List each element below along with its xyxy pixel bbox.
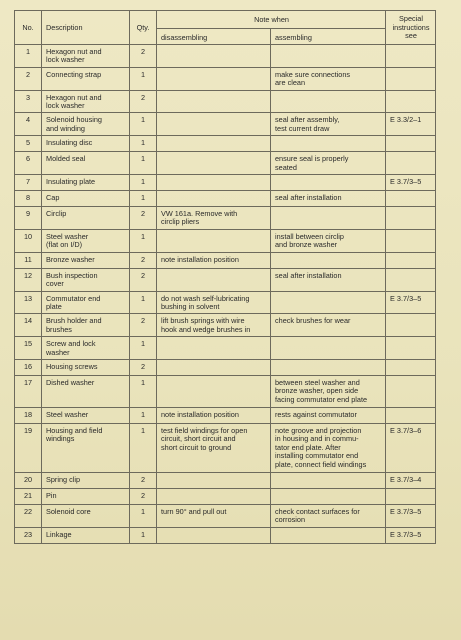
row-number: 10	[15, 229, 42, 252]
part-quantity: 2	[130, 207, 157, 230]
special-instruction-ref	[386, 268, 436, 291]
disassembling-note	[157, 423, 271, 472]
note-line: bushing in solvent	[161, 301, 220, 311]
part-description	[42, 207, 130, 230]
parts-table	[14, 10, 436, 544]
note-line: note groove and projection	[275, 425, 362, 435]
description-line: (flat on I/D)	[46, 240, 83, 250]
part-description	[42, 472, 130, 488]
disassembling-note	[157, 291, 271, 314]
part-description	[42, 423, 130, 472]
table-row	[15, 191, 436, 207]
description-line: Hexagon nut and	[46, 92, 102, 102]
special-instruction-ref	[386, 252, 436, 268]
note-line: make sure connections	[275, 69, 351, 79]
header-no: No.	[15, 11, 42, 45]
assembling-note	[271, 207, 386, 230]
assembling-note	[271, 375, 386, 407]
table-row	[15, 113, 436, 136]
table-row	[15, 527, 436, 543]
part-description	[42, 527, 130, 543]
table-row	[15, 67, 436, 90]
part-quantity: 2	[130, 488, 157, 504]
part-description	[42, 337, 130, 360]
table-row	[15, 291, 436, 314]
disassembling-note	[157, 504, 271, 527]
part-description	[42, 45, 130, 68]
description-line: Housing screws	[46, 361, 98, 371]
disassembling-note	[157, 152, 271, 175]
description-line: Insulating plate	[46, 177, 96, 187]
note-line: lift brush springs with wire	[161, 316, 245, 326]
assembling-note	[271, 191, 386, 207]
part-quantity: 1	[130, 337, 157, 360]
special-instruction-ref	[386, 375, 436, 407]
table-row	[15, 359, 436, 375]
row-number: 7	[15, 175, 42, 191]
disassembling-note	[157, 314, 271, 337]
special-instruction-ref	[386, 152, 436, 175]
part-description	[42, 375, 130, 407]
disassembling-note	[157, 472, 271, 488]
row-number: 23	[15, 527, 42, 543]
part-quantity: 1	[130, 191, 157, 207]
part-quantity: 2	[130, 252, 157, 268]
assembling-note	[271, 407, 386, 423]
note-line: turn 90° and pull out	[161, 506, 227, 516]
part-description	[42, 252, 130, 268]
description-line: Solenoid core	[46, 506, 91, 516]
table-header	[15, 11, 436, 45]
part-quantity: 1	[130, 423, 157, 472]
table-row	[15, 229, 436, 252]
header-note-when: Note when	[157, 11, 386, 29]
note-line: in housing and in commu-	[275, 434, 359, 444]
disassembling-note	[157, 67, 271, 90]
header-special-line: instructions	[392, 22, 430, 32]
note-line: short circuit to ground	[161, 442, 232, 452]
disassembling-note	[157, 337, 271, 360]
row-number: 6	[15, 152, 42, 175]
part-description	[42, 175, 130, 191]
description-line: cover	[46, 279, 64, 289]
part-description	[42, 67, 130, 90]
note-line: facing commutator end plate	[275, 394, 368, 404]
table-row	[15, 504, 436, 527]
table-row	[15, 472, 436, 488]
header-special-line: see	[405, 31, 417, 41]
description-line: windings	[46, 434, 75, 444]
row-number: 8	[15, 191, 42, 207]
note-line: note installation position	[161, 254, 239, 264]
row-number: 1	[15, 45, 42, 68]
disassembling-note	[157, 488, 271, 504]
table-row	[15, 337, 436, 360]
description-line: Bush inspection	[46, 270, 98, 280]
part-quantity: 2	[130, 90, 157, 113]
description-line: Solenoid housing	[46, 115, 102, 125]
part-quantity: 1	[130, 407, 157, 423]
note-line: ensure seal is properly	[275, 154, 349, 164]
table-row	[15, 375, 436, 407]
disassembling-note	[157, 527, 271, 543]
special-instruction-ref: E 3.7/3–4	[386, 472, 436, 488]
row-number: 2	[15, 67, 42, 90]
assembling-note	[271, 268, 386, 291]
table-row	[15, 175, 436, 191]
part-quantity: 1	[130, 136, 157, 152]
note-line: seal after assembly,	[275, 115, 340, 125]
part-quantity: 2	[130, 314, 157, 337]
description-line: Commutator end	[46, 293, 101, 303]
note-line: do not wash self-lubricating	[161, 293, 250, 303]
special-instruction-ref: E 3.7/3–5	[386, 175, 436, 191]
part-quantity: 1	[130, 113, 157, 136]
note-line: installing commutator end	[275, 451, 359, 461]
disassembling-note	[157, 136, 271, 152]
note-line: corrosion	[275, 515, 306, 525]
row-number: 15	[15, 337, 42, 360]
description-line: Molded seal	[46, 154, 86, 164]
row-number: 4	[15, 113, 42, 136]
table-row	[15, 423, 436, 472]
assembling-note	[271, 472, 386, 488]
note-line: circlip pliers	[161, 217, 200, 227]
note-line: test field windings for open	[161, 425, 248, 435]
header-special-line: Special	[399, 14, 423, 24]
part-description	[42, 191, 130, 207]
special-instruction-ref	[386, 207, 436, 230]
note-line: VW 161a. Remove with	[161, 209, 238, 219]
row-number: 21	[15, 488, 42, 504]
assembling-note	[271, 337, 386, 360]
part-quantity: 1	[130, 152, 157, 175]
row-number: 18	[15, 407, 42, 423]
description-line: Hexagon nut and	[46, 47, 102, 56]
special-instruction-ref	[386, 337, 436, 360]
description-line: lock washer	[46, 55, 85, 65]
assembling-note	[271, 252, 386, 268]
special-instruction-ref	[386, 45, 436, 68]
part-quantity: 1	[130, 375, 157, 407]
note-line: seal after installation	[275, 270, 342, 280]
description-line: Screw and lock	[46, 339, 96, 349]
description-line: Spring clip	[46, 474, 81, 484]
row-number: 3	[15, 90, 42, 113]
part-description	[42, 229, 130, 252]
disassembling-note	[157, 207, 271, 230]
note-line: circuit, short circuit and	[161, 434, 236, 444]
description-line: Cap	[46, 193, 60, 203]
table-row	[15, 268, 436, 291]
description-line: Circlip	[46, 209, 67, 219]
part-description	[42, 268, 130, 291]
special-instruction-ref: E 3.7/3–6	[386, 423, 436, 472]
assembling-note	[271, 423, 386, 472]
part-description	[42, 314, 130, 337]
disassembling-note	[157, 359, 271, 375]
assembling-note	[271, 504, 386, 527]
table-row	[15, 488, 436, 504]
table-row	[15, 152, 436, 175]
assembling-note	[271, 67, 386, 90]
note-line: seated	[275, 162, 297, 172]
assembling-note	[271, 291, 386, 314]
description-line: Bronze washer	[46, 254, 95, 264]
row-number: 12	[15, 268, 42, 291]
table-row	[15, 136, 436, 152]
note-line: between steel washer and	[275, 377, 360, 387]
row-number: 19	[15, 423, 42, 472]
note-line: tator end plate. After	[275, 442, 341, 452]
description-line: Insulating disc	[46, 138, 93, 148]
note-line: and bronze washer	[275, 240, 338, 250]
description-line: Brush holder and	[46, 316, 102, 326]
disassembling-note	[157, 45, 271, 68]
part-quantity: 2	[130, 472, 157, 488]
note-line: check contact surfaces for	[275, 506, 360, 516]
note-line: are clean	[275, 78, 306, 88]
header-assembling: assembling	[271, 29, 386, 45]
part-quantity: 1	[130, 175, 157, 191]
row-number: 16	[15, 359, 42, 375]
part-quantity: 1	[130, 229, 157, 252]
description-line: plate	[46, 301, 62, 311]
header-special-instructions	[386, 11, 436, 45]
disassembling-note	[157, 407, 271, 423]
note-line: bronze washer, open side	[275, 386, 359, 396]
special-instruction-ref: E 3.7/3–5	[386, 291, 436, 314]
row-number: 13	[15, 291, 42, 314]
note-line: hook and wedge brushes in	[161, 324, 251, 334]
special-instruction-ref	[386, 229, 436, 252]
assembling-note	[271, 527, 386, 543]
part-description	[42, 291, 130, 314]
assembling-note	[271, 90, 386, 113]
table-row	[15, 314, 436, 337]
assembling-note	[271, 175, 386, 191]
table-row	[15, 252, 436, 268]
part-description	[42, 90, 130, 113]
row-number: 20	[15, 472, 42, 488]
header-description: Description	[42, 11, 130, 45]
disassembling-note	[157, 113, 271, 136]
description-line: Steel washer	[46, 409, 89, 419]
part-quantity: 1	[130, 504, 157, 527]
disassembling-note	[157, 175, 271, 191]
row-number: 22	[15, 504, 42, 527]
assembling-note	[271, 314, 386, 337]
disassembling-note	[157, 375, 271, 407]
assembling-note	[271, 136, 386, 152]
part-quantity: 2	[130, 268, 157, 291]
part-description	[42, 504, 130, 527]
description-line: Dished washer	[46, 377, 95, 387]
row-number: 9	[15, 207, 42, 230]
special-instruction-ref	[386, 136, 436, 152]
disassembling-note	[157, 191, 271, 207]
part-quantity: 2	[130, 45, 157, 68]
row-number: 14	[15, 314, 42, 337]
table-body	[15, 45, 436, 544]
assembling-note	[271, 488, 386, 504]
special-instruction-ref	[386, 314, 436, 337]
special-instruction-ref	[386, 407, 436, 423]
assembling-note	[271, 152, 386, 175]
part-quantity: 1	[130, 527, 157, 543]
note-line: install between circlip	[275, 231, 344, 241]
table-row	[15, 407, 436, 423]
part-description	[42, 359, 130, 375]
description-line: Pin	[46, 490, 57, 500]
special-instruction-ref	[386, 191, 436, 207]
part-description	[42, 113, 130, 136]
table-row	[15, 90, 436, 113]
row-number: 5	[15, 136, 42, 152]
part-description	[42, 407, 130, 423]
assembling-note	[271, 45, 386, 68]
special-instruction-ref	[386, 488, 436, 504]
part-quantity: 1	[130, 291, 157, 314]
disassembling-note	[157, 90, 271, 113]
note-line: check brushes for wear	[275, 316, 351, 326]
table-row	[15, 45, 436, 68]
note-line: seal after installation	[275, 193, 342, 203]
assembling-note	[271, 229, 386, 252]
note-line: note installation position	[161, 409, 239, 419]
part-description	[42, 152, 130, 175]
disassembling-note	[157, 268, 271, 291]
note-line: test current draw	[275, 123, 330, 133]
description-line: Steel washer	[46, 231, 89, 241]
note-line: rests against commutator	[275, 409, 357, 419]
header-disassembling: disassembling	[157, 29, 271, 45]
disassembling-note	[157, 229, 271, 252]
table-row	[15, 207, 436, 230]
special-instruction-ref	[386, 90, 436, 113]
special-instruction-ref: E 3.3/2–1	[386, 113, 436, 136]
description-line: Connecting strap	[46, 69, 102, 79]
description-line: washer	[46, 347, 70, 357]
description-line: brushes	[46, 324, 72, 334]
row-number: 11	[15, 252, 42, 268]
header-qty: Qty.	[130, 11, 157, 45]
special-instruction-ref: E 3.7/3–5	[386, 527, 436, 543]
row-number: 17	[15, 375, 42, 407]
special-instruction-ref	[386, 67, 436, 90]
disassembling-note	[157, 252, 271, 268]
assembling-note	[271, 113, 386, 136]
special-instruction-ref	[386, 359, 436, 375]
part-description	[42, 136, 130, 152]
assembling-note	[271, 359, 386, 375]
description-line: and winding	[46, 123, 85, 133]
description-line: lock washer	[46, 101, 85, 111]
description-line: Linkage	[46, 529, 72, 539]
part-description	[42, 488, 130, 504]
special-instruction-ref: E 3.7/3–5	[386, 504, 436, 527]
description-line: Housing and field	[46, 425, 103, 435]
part-quantity: 2	[130, 359, 157, 375]
note-line: plate, connect field windings	[275, 459, 367, 469]
part-quantity: 1	[130, 67, 157, 90]
